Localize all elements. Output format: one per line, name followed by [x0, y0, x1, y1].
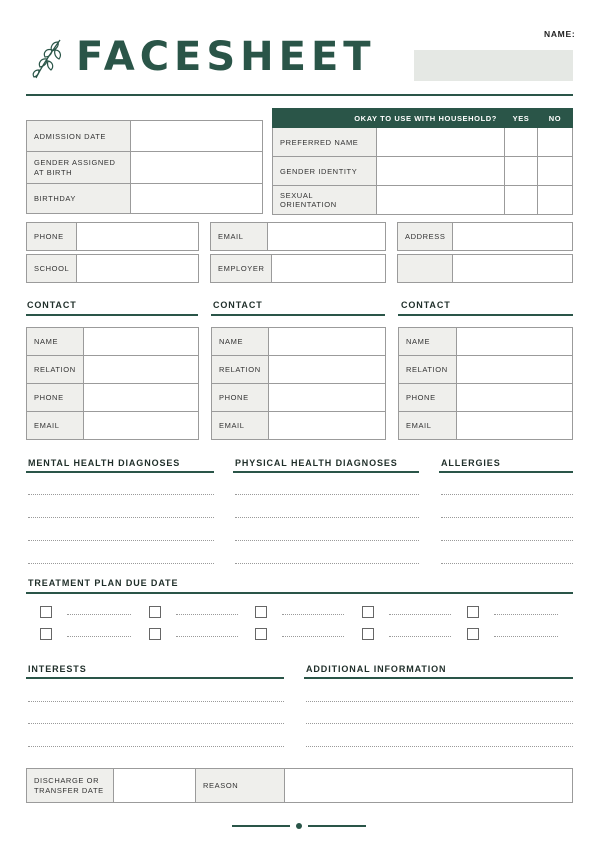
- contact-2-table: [211, 327, 386, 440]
- name-label: NAME:: [544, 29, 576, 39]
- contact-1-title: CONTACT: [27, 300, 77, 310]
- discharge-date-label: DISCHARGE OR TRANSFER DATE: [27, 769, 114, 803]
- address-line-2-field[interactable]: [453, 255, 573, 283]
- preferred-name-no-cell[interactable]: [538, 128, 573, 157]
- reason-label: REASON: [196, 769, 285, 803]
- gender-assigned-label: GENDER ASSIGNED AT BIRTH: [27, 152, 131, 184]
- treatment-checkbox[interactable]: [467, 628, 479, 640]
- contact-3-name-label: NAME: [399, 328, 457, 356]
- email-label: EMAIL: [211, 223, 268, 251]
- treatment-date-line[interactable]: [282, 614, 344, 615]
- allergies-rule: [439, 471, 573, 473]
- header-divider: [26, 94, 573, 96]
- physical-health-line[interactable]: [235, 540, 419, 541]
- contact-3-relation-field[interactable]: [457, 356, 573, 384]
- gender-identity-no-cell[interactable]: [538, 157, 573, 186]
- contact-1-name-field[interactable]: [83, 328, 198, 356]
- allergies-line[interactable]: [441, 494, 573, 495]
- treatment-checkbox[interactable]: [40, 628, 52, 640]
- contact-3-table: [398, 327, 573, 440]
- gender-identity-field[interactable]: [377, 157, 505, 186]
- school-row: [26, 254, 199, 283]
- gender-identity-label: GENDER IDENTITY: [273, 157, 377, 186]
- additional-info-rule: [304, 677, 573, 679]
- treatment-date-line[interactable]: [494, 614, 558, 615]
- contact-1-relation-label: RELATION: [27, 356, 84, 384]
- contact-1-relation-field[interactable]: [83, 356, 198, 384]
- treatment-date-line[interactable]: [389, 614, 451, 615]
- contact-2-phone-label: PHONE: [212, 384, 269, 412]
- preferred-name-yes-cell[interactable]: [505, 128, 538, 157]
- contact-3-name-field[interactable]: [457, 328, 573, 356]
- school-field[interactable]: [77, 255, 199, 283]
- physical-health-line[interactable]: [235, 494, 419, 495]
- treatment-checkbox[interactable]: [467, 606, 479, 618]
- contact-1-email-label: EMAIL: [27, 412, 84, 440]
- additional-info-line[interactable]: [306, 723, 573, 724]
- household-question-header: OKAY TO USE WITH HOUSEHOLD?: [273, 109, 505, 128]
- blank-label: [398, 255, 453, 283]
- no-header: NO: [538, 109, 573, 128]
- contact-1-phone-field[interactable]: [83, 384, 198, 412]
- contact-1-rule: [26, 314, 198, 316]
- contact-2-email-label: EMAIL: [212, 412, 269, 440]
- allergies-line[interactable]: [441, 540, 573, 541]
- physical-health-line[interactable]: [235, 517, 419, 518]
- email-field[interactable]: [268, 223, 386, 251]
- allergies-line[interactable]: [441, 563, 573, 564]
- leaf-icon: [30, 36, 64, 80]
- treatment-checkbox[interactable]: [40, 606, 52, 618]
- footer-divider-left: [232, 825, 290, 827]
- contact-3-phone-field[interactable]: [457, 384, 573, 412]
- page-title: FACESHEET: [76, 34, 376, 80]
- birthday-field[interactable]: [131, 184, 263, 214]
- footer-divider-right: [308, 825, 366, 827]
- admission-date-field[interactable]: [131, 121, 263, 152]
- treatment-checkbox[interactable]: [255, 606, 267, 618]
- school-label: SCHOOL: [27, 255, 77, 283]
- contact-3-email-field[interactable]: [457, 412, 573, 440]
- allergies-title: ALLERGIES: [441, 458, 501, 468]
- interests-title: INTERESTS: [28, 664, 87, 674]
- preferred-name-label: PREFERRED NAME: [273, 128, 377, 157]
- preferred-name-field[interactable]: [377, 128, 505, 157]
- contact-2-name-field[interactable]: [269, 328, 386, 356]
- personal-info-table: [26, 120, 263, 214]
- contact-1-email-field[interactable]: [83, 412, 198, 440]
- treatment-date-line[interactable]: [282, 636, 344, 637]
- physical-health-rule: [233, 471, 419, 473]
- address-label: ADDRESS: [398, 223, 453, 251]
- mental-health-rule: [26, 471, 214, 473]
- additional-info-line[interactable]: [306, 746, 573, 747]
- address-field[interactable]: [453, 223, 573, 251]
- phone-label: PHONE: [27, 223, 77, 251]
- discharge-table: [26, 768, 573, 803]
- interests-rule: [26, 677, 284, 679]
- mental-health-line[interactable]: [28, 540, 214, 541]
- employer-label: EMPLOYER: [211, 255, 272, 283]
- sexual-orientation-no-cell[interactable]: [538, 186, 573, 215]
- employer-field[interactable]: [272, 255, 386, 283]
- contact-2-phone-field[interactable]: [269, 384, 386, 412]
- interests-line[interactable]: [28, 701, 284, 702]
- employer-row: [210, 254, 386, 283]
- treatment-checkbox[interactable]: [255, 628, 267, 640]
- treatment-date-line[interactable]: [176, 636, 238, 637]
- physical-health-title: PHYSICAL HEALTH DIAGNOSES: [235, 458, 398, 468]
- treatment-checkbox[interactable]: [149, 628, 161, 640]
- interests-line[interactable]: [28, 723, 284, 724]
- name-field[interactable]: [414, 50, 573, 81]
- footer-dot: [296, 823, 302, 829]
- mental-health-line[interactable]: [28, 517, 214, 518]
- birthday-label: BIRTHDAY: [27, 184, 131, 214]
- household-table: [272, 108, 573, 215]
- mental-health-line[interactable]: [28, 563, 214, 564]
- contact-3-phone-label: PHONE: [399, 384, 457, 412]
- phone-field[interactable]: [77, 223, 199, 251]
- treatment-checkbox[interactable]: [362, 606, 374, 618]
- treatment-checkbox[interactable]: [362, 628, 374, 640]
- contact-2-email-field[interactable]: [269, 412, 386, 440]
- contact-1-name-label: NAME: [27, 328, 84, 356]
- contact-2-title: CONTACT: [213, 300, 263, 310]
- yes-header: YES: [505, 109, 538, 128]
- contact-3-rule: [398, 314, 573, 316]
- physical-health-line[interactable]: [235, 563, 419, 564]
- treatment-date-line[interactable]: [176, 614, 238, 615]
- contact-1-phone-label: PHONE: [27, 384, 84, 412]
- address-row: [397, 222, 573, 251]
- treatment-date-line[interactable]: [389, 636, 451, 637]
- gender-identity-yes-cell[interactable]: [505, 157, 538, 186]
- contact-2-relation-label: RELATION: [212, 356, 269, 384]
- sexual-orientation-label: SEXUAL ORIENTATION: [273, 186, 377, 215]
- additional-info-title: ADDITIONAL INFORMATION: [306, 664, 447, 674]
- contact-2-relation-field[interactable]: [269, 356, 386, 384]
- mental-health-line[interactable]: [28, 494, 214, 495]
- allergies-line[interactable]: [441, 517, 573, 518]
- email-row: [210, 222, 386, 251]
- reason-field[interactable]: [285, 769, 573, 803]
- sexual-orientation-yes-cell[interactable]: [505, 186, 538, 215]
- contact-2-rule: [211, 314, 385, 316]
- sexual-orientation-field[interactable]: [377, 186, 505, 215]
- address-line-2-row: [397, 254, 573, 283]
- phone-row: [26, 222, 199, 251]
- contact-3-email-label: EMAIL: [399, 412, 457, 440]
- gender-assigned-field[interactable]: [131, 152, 263, 184]
- treatment-plan-title: TREATMENT PLAN DUE DATE: [28, 578, 179, 588]
- contact-3-relation-label: RELATION: [399, 356, 457, 384]
- contact-3-title: CONTACT: [401, 300, 451, 310]
- mental-health-title: MENTAL HEALTH DIAGNOSES: [28, 458, 181, 468]
- treatment-date-line[interactable]: [67, 636, 131, 637]
- treatment-plan-rule: [26, 592, 573, 594]
- contact-1-table: [26, 327, 199, 440]
- interests-line[interactable]: [28, 746, 284, 747]
- treatment-checkbox[interactable]: [149, 606, 161, 618]
- discharge-date-field[interactable]: [114, 769, 196, 803]
- admission-date-label: ADMISSION DATE: [27, 121, 131, 152]
- treatment-date-line[interactable]: [494, 636, 558, 637]
- additional-info-line[interactable]: [306, 701, 573, 702]
- treatment-date-line[interactable]: [67, 614, 131, 615]
- contact-2-name-label: NAME: [212, 328, 269, 356]
